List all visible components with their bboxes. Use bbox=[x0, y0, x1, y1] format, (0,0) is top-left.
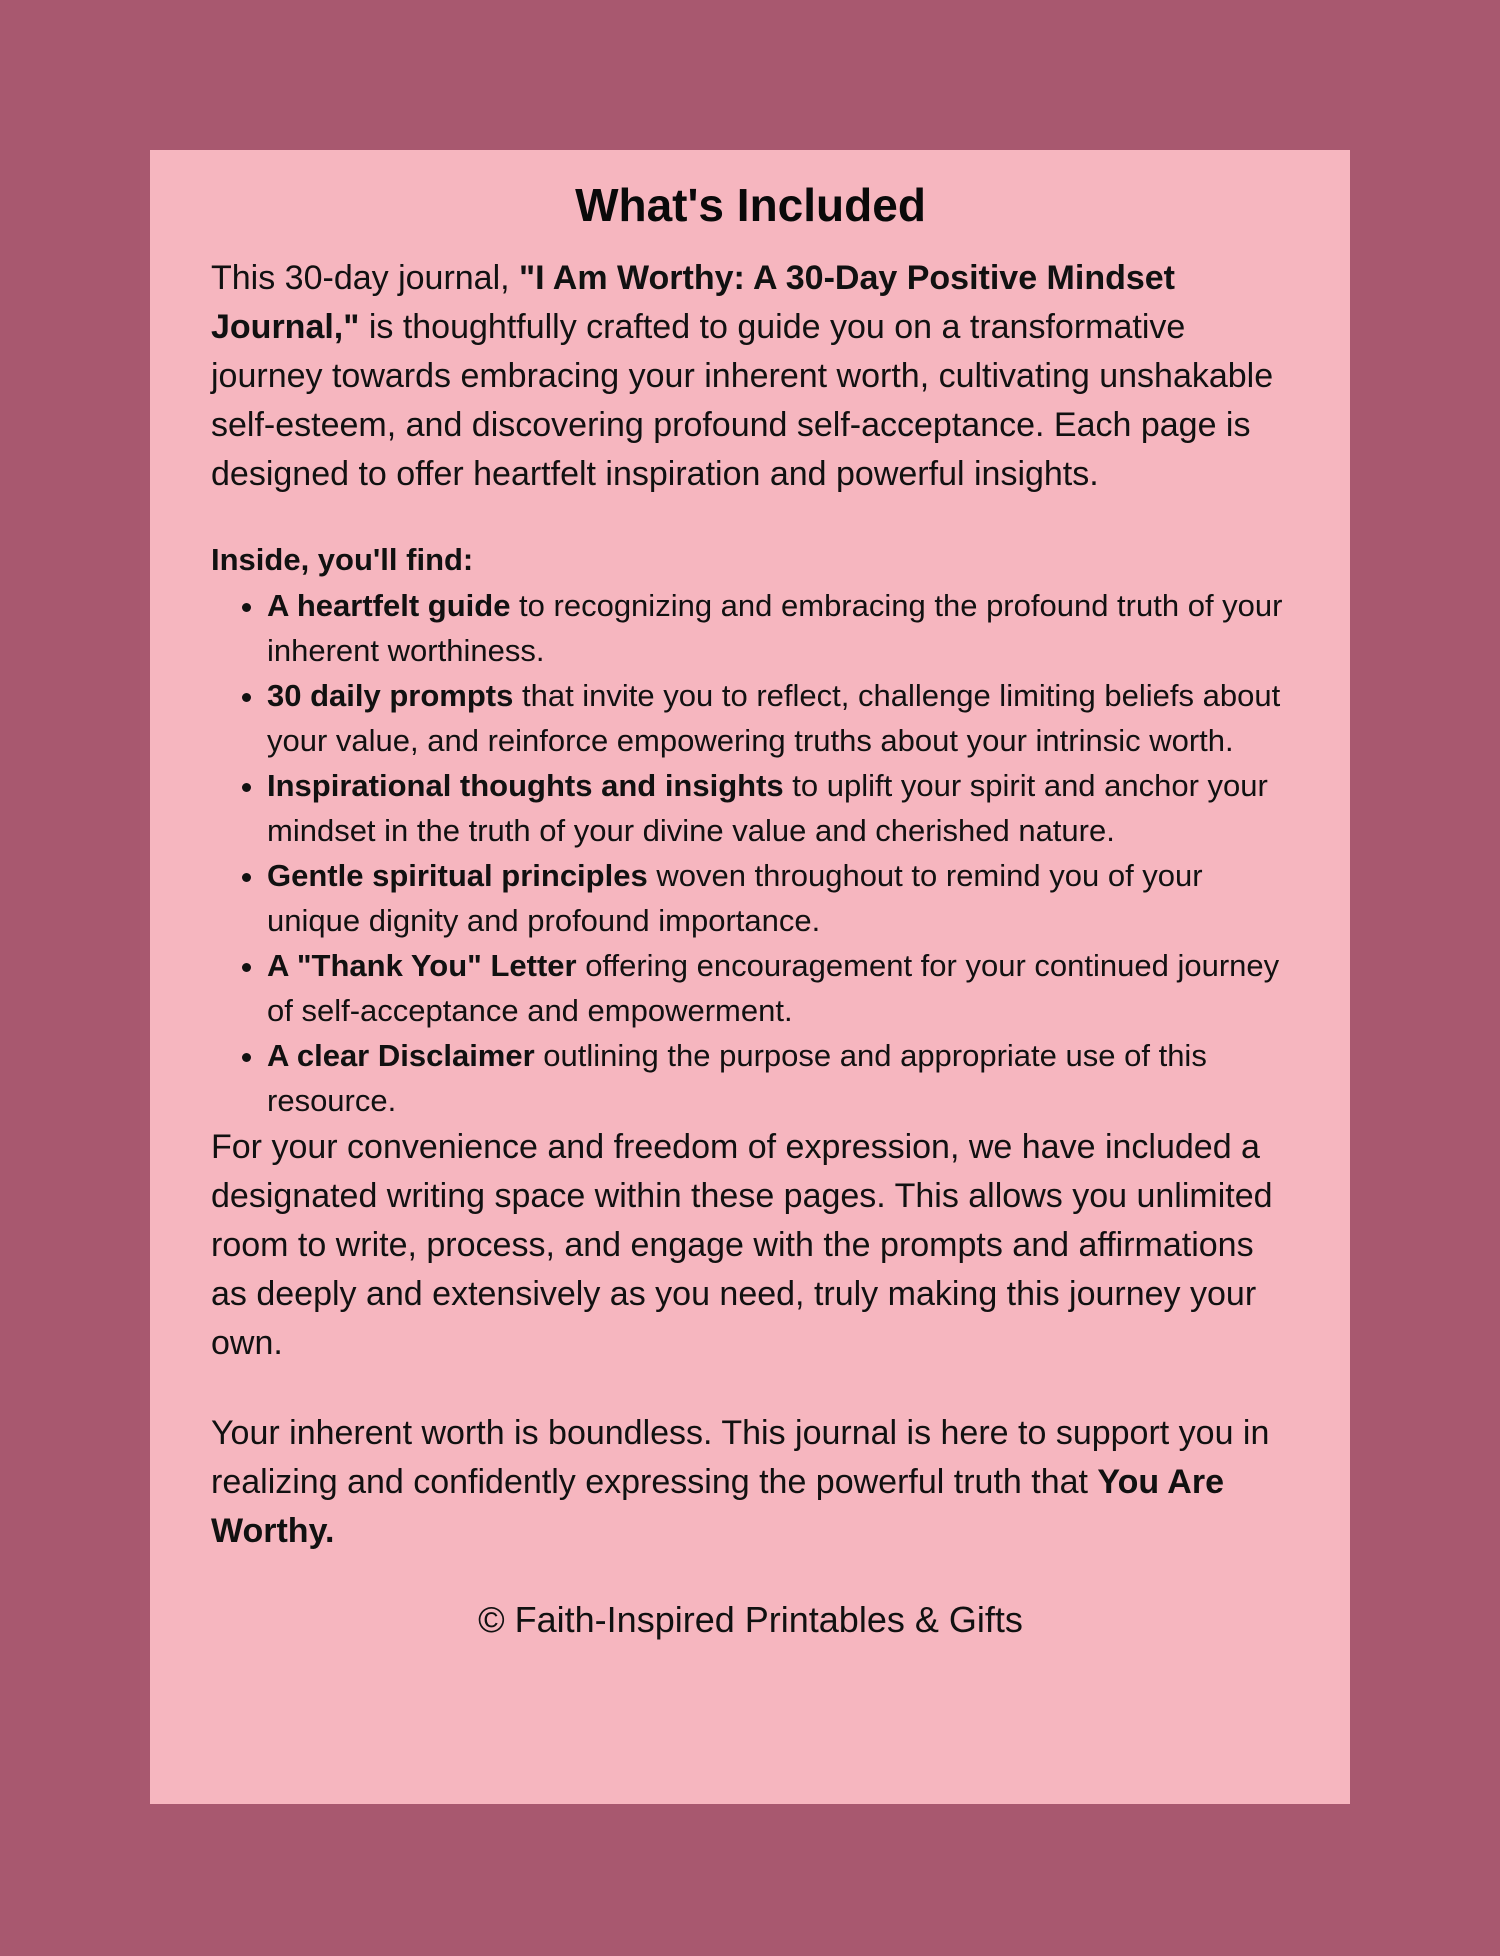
list-item bbox=[267, 853, 1290, 943]
feature-title: A "Thank You" Letter bbox=[267, 948, 577, 983]
feature-title: A heartfelt guide bbox=[267, 588, 511, 623]
list-item bbox=[267, 1033, 1290, 1123]
feature-title: Gentle spiritual principles bbox=[267, 858, 648, 893]
feature-text: outlining the purpose and appropriate use of this resource. bbox=[267, 1038, 1207, 1118]
closing-text: Your inherent worth is boundless. This journal is here to support you in realizing and confidently expressing the powerful truth that bbox=[211, 1414, 1270, 1501]
list-item bbox=[267, 943, 1290, 1033]
list-item bbox=[267, 673, 1290, 763]
feature-text: that invite you to reflect, challenge limiting beliefs about your value, and reinforce empowering truths about your intrinsic worth. bbox=[267, 678, 1281, 758]
feature-title: Inspirational thoughts and insights bbox=[267, 768, 784, 803]
content-card bbox=[150, 150, 1350, 1804]
intro-paragraph bbox=[211, 254, 1290, 499]
closing-bold: You Are Worthy. bbox=[211, 1463, 1224, 1550]
intro-rest: is thoughtfully crafted to guide you on a transformative journey towards embracing your inherent worth, cultivating unshakable self-esteem, and discovering profound self-acceptance. Each page is designed to offer heartfelt inspiration and powerful insights. bbox=[211, 308, 1274, 493]
feature-title: A clear Disclaimer bbox=[267, 1038, 535, 1073]
page-title: What's Included bbox=[575, 179, 926, 231]
find-heading: Inside, you'll find: bbox=[211, 542, 474, 577]
closing-paragraph bbox=[211, 1409, 1290, 1556]
feature-text: woven throughout to remind you of your unique dignity and profound importance. bbox=[267, 858, 1203, 938]
features-list bbox=[211, 583, 1290, 1123]
convenience-paragraph: For your convenience and freedom of expression, we have included a designated writing space within these pages. This allows you unlimited room to write, process, and engage with the prompts and affirmations as deeply and extensively as you need, truly making this journey your own. bbox=[211, 1128, 1273, 1362]
list-item bbox=[267, 583, 1290, 673]
intro-lead: This 30-day journal, bbox=[211, 259, 520, 297]
feature-title: 30 daily prompts bbox=[267, 678, 514, 713]
feature-text: to uplift your spirit and anchor your mindset in the truth of your divine value and cherished nature. bbox=[267, 768, 1268, 848]
feature-text: to recognizing and embracing the profound truth of your inherent worthiness. bbox=[267, 588, 1283, 668]
journal-name: "I Am Worthy: A 30-Day Positive Mindset Journal," bbox=[211, 259, 1175, 346]
list-item bbox=[267, 763, 1290, 853]
feature-text: offering encouragement for your continued journey of self-acceptance and empowerment. bbox=[267, 948, 1280, 1028]
copyright-notice: © Faith-Inspired Printables & Gifts bbox=[478, 1599, 1023, 1640]
